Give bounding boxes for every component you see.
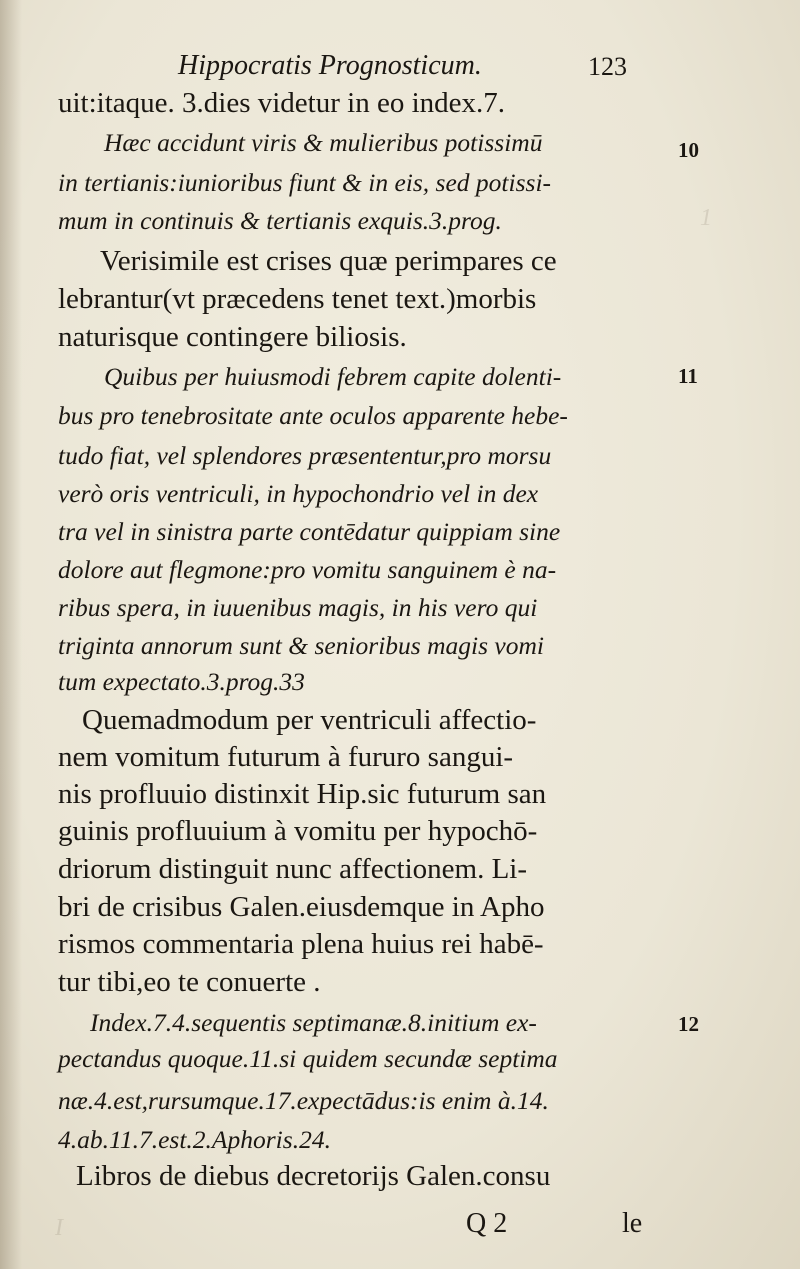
margin-number: 10 <box>678 138 699 162</box>
text-line: rismos commentaria plena huius rei habē- <box>58 928 544 960</box>
text-line: bus pro tenebrositate ante oculos apparente hebe- <box>58 401 568 430</box>
text-line: tra vel in sinistra parte contēdatur quippiam sine <box>58 517 561 546</box>
catchword: le <box>622 1208 643 1239</box>
text-line: triginta annorum sunt & senioribus magis vomi <box>58 631 544 660</box>
text-line: Quemadmodum per ventriculi affectio- <box>82 704 537 736</box>
text-line: næ.4.est,rursumque.17.expectādus:is enim à.14. <box>58 1086 549 1115</box>
text-line: driorum distinguit nunc affectionem. Li- <box>58 853 527 885</box>
show-through-ghost: 1 <box>700 205 712 231</box>
text-line: nis profluuio distinxit Hip.sic futurum san <box>58 778 547 810</box>
text-line: tudo fiat, vel splendores præsententur,pro morsu <box>58 441 552 470</box>
text-line: Quibus per huiusmodi febrem capite dolenti- <box>104 362 562 391</box>
text-line: tum expectato.3.prog.33 <box>58 667 305 696</box>
text-line: bri de crisibus Galen.eiusdemque in Apho <box>58 891 545 923</box>
margin-number: 12 <box>678 1012 699 1036</box>
text-line: dolore aut flegmone:pro vomitu sanguinem è na- <box>58 555 557 584</box>
text-line: verò oris ventriculi, in hypochondrio vel in dex <box>58 479 539 508</box>
text-line: pectandus quoque.11.si quidem secundæ septima <box>58 1044 558 1073</box>
text-line: naturisque contingere biliosis. <box>58 321 407 353</box>
text-line: mum in continuis & tertianis exquis.3.prog. <box>58 206 502 235</box>
text-line: nem vomitum futurum à fururo sangui- <box>58 741 514 773</box>
signature-mark: Q 2 <box>466 1208 508 1239</box>
text-line: ribus spera, in iuuenibus magis, in his vero qui <box>58 593 538 622</box>
text-line: Index.7.4.sequentis septimanæ.8.initium ex- <box>90 1008 537 1037</box>
page-number: 123 <box>588 52 627 81</box>
text-line: Verisimile est crises quæ perimpares ce <box>100 245 557 277</box>
text-line: 4.ab.11.7.est.2.Aphoris.24. <box>58 1125 331 1154</box>
margin-number: 11 <box>678 364 698 388</box>
text-line: Libros de diebus decretorijs Galen.consu <box>76 1160 551 1192</box>
text-line: guinis profluuium à vomitu per hypochō- <box>58 815 538 847</box>
show-through-ghost: I <box>55 1215 63 1241</box>
text-line: in tertianis:iunioribus fiunt & in eis, sed potissi- <box>58 168 552 197</box>
text-line: uit:itaque. 3.dies videtur in eo index.7. <box>58 87 505 119</box>
running-head: Hippocratis Prognosticum. <box>178 50 482 81</box>
gutter-shadow <box>0 0 22 1269</box>
text-line: lebrantur(vt præcedens tenet text.)morbis <box>58 283 537 315</box>
text-line: tur tibi,eo te conuerte . <box>58 966 321 998</box>
text-line: Hæc accidunt viris & mulieribus potissimū <box>104 128 543 157</box>
